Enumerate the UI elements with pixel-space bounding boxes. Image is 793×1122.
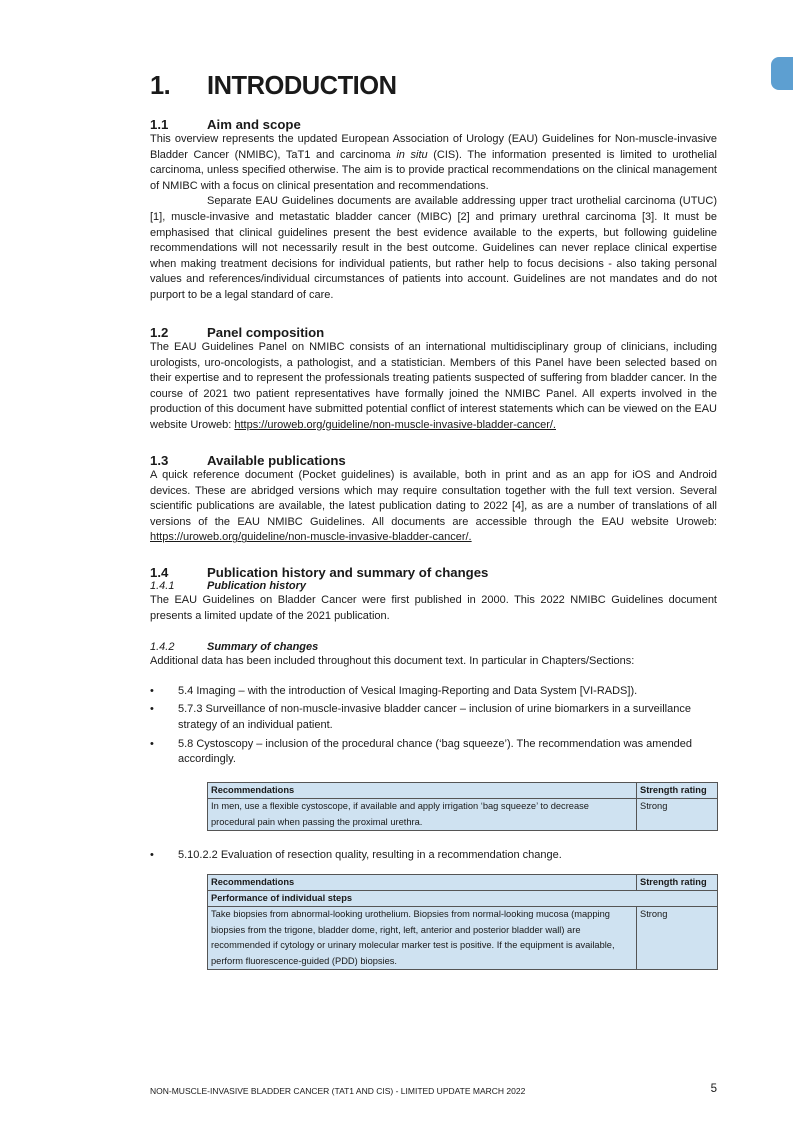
section-publication-history: [150, 565, 717, 970]
page-footer: NON-MUSCLE-INVASIVE BLADDER CANCER (TAT1 AND CIS) - LIMITED UPDATE MARCH 2022 5: [150, 1083, 717, 1096]
table-subheader-row: Performance of individual steps: [208, 890, 718, 906]
table-row: Take biopsies from abnormal-looking urothelium. Biopsies from normal-looking mucosa (mapping biopsies from the trigone, bladder dome, right, left, anterior and posterior bladder wall) are recommended if cytology or urinary molecular marker test is positive. If the equipment is available, perform fluorescence-guided (PDD) biopsies. Strong: [208, 907, 718, 970]
section-heading: 1.1 Aim and scope: [150, 117, 301, 132]
paragraph: Additional data has been included throughout this document text. In particular in Chapters/Sections:: [150, 655, 635, 668]
uroweb-link[interactable]: https://uroweb.org/guideline/non-muscle-invasive-bladder-cancer/.: [234, 418, 556, 431]
list-item: • 5.7.3 Surveillance of non-muscle-invasive bladder cancer – inclusion of urine biomarkers in a surveillance strategy of an individual patient.: [150, 703, 691, 731]
changes-list-continued: [150, 848, 717, 864]
section-available-publications: [150, 453, 717, 546]
list-item: • 5.8 Cystoscopy – inclusion of the procedural chance (‘bag squeeze’). The recommendation was amended accordingly.: [150, 737, 693, 766]
recommendation-table-cystoscopy: [207, 782, 718, 831]
uroweb-link[interactable]: https://uroweb.org/guideline/non-muscle-invasive-bladder-cancer/.: [150, 531, 472, 544]
subsection-heading: 1.4.2 Summary of changes: [150, 641, 319, 654]
chapter-tab-marker: [771, 57, 793, 90]
table-row: In men, use a flexible cystoscope, if available and apply irrigation ‘bag squeeze’ to decrease procedural pain when passing the proximal urethra. Strong: [208, 799, 718, 831]
paragraph: A quick reference document (Pocket guidelines) is available, both in print and as an app for iOS and Android devices. These are abridged versions which may require consultation together with the full text version. Several scientific publications are available, the latest publication dating to 2022 [4], as are a number of translations of all versions of the EAU NMIBC Guidelines. All documents are accessible through the EAU website Uroweb: https://uroweb.org/guideline/non-muscle-invasive-bladder-cancer/.: [150, 469, 717, 544]
list-item: • 5.4 Imaging – with the introduction of Vesical Imaging-Reporting and Data System [VI-RADS]).: [150, 684, 638, 697]
section-heading: 1.2 Panel composition: [150, 325, 325, 340]
table-header-row: Recommendations Strength rating: [208, 782, 718, 798]
section-heading: 1.4 Publication history and summary of changes: [150, 565, 489, 580]
changes-list: [150, 684, 717, 768]
subsection-heading: 1.4.1 Publication history: [150, 580, 307, 592]
chapter-title: 1. INTRODUCTION: [150, 72, 397, 100]
table-header-row: Recommendations Strength rating: [208, 874, 718, 890]
paragraph: Separate EAU Guidelines documents are available addressing upper tract urothelial carcinoma (UTUC) [1], muscle-invasive and metastatic bladder cancer (MIBC) [2] and primary urethral carcinoma [3]. It must be emphasised that clinical guidelines present the best evidence available to the experts, but following guideline recommendations will not necessarily result in the best outcome. Guidelines can never replace clinical expertise when making treatment decisions for individual patients, but rather help to focus decisions - also taking personal values and references/individual circumstances of patients into account. Guidelines are not mandates and do not purport to be a legal standard of care.: [150, 195, 717, 301]
paragraph: The EAU Guidelines Panel on NMIBC consists of an international multidisciplinary group of clinicians, including urologists, uro-oncologists, a pathologist, and a statistician. Members of this Panel have been selected based on their expertise and to represent the professionals treating patients suspected of suffering from bladder cancer. In the course of 2021 two patient representatives have formally joined the NMIBC Panel. All experts involved in the production of this document have submitted potential conflict of interest statements which can be viewed on the EAU website Uroweb: https://uroweb.org/guideline/non-muscle-invasive-bladder-cancer/.: [150, 341, 717, 431]
section-heading: 1.3 Available publications: [150, 453, 346, 468]
page-number: 5: [710, 1083, 717, 1095]
section-panel-composition: [150, 325, 717, 434]
section-aim-and-scope: [150, 117, 717, 304]
paragraph: The EAU Guidelines on Bladder Cancer were first published in 2000. This 2022 NMIBC Guidelines document presents a limited update of the 2021 publication.: [150, 594, 717, 622]
recommendation-table-resection: [207, 874, 718, 970]
list-item: • 5.10.2.2 Evaluation of resection quality, resulting in a recommendation change.: [150, 848, 562, 861]
paragraph: This overview represents the updated European Association of Urology (EAU) Guidelines for Non-muscle-invasive Bladder Cancer (NMIBC), TaT1 and carcinoma in situ (CIS). The information presented is limited to urothelial carcinoma, unless specified otherwise. The aim is to provide practical recommendations on the clinical management of NMIBC with a focus on clinical presentation and recommendations.: [150, 133, 717, 192]
